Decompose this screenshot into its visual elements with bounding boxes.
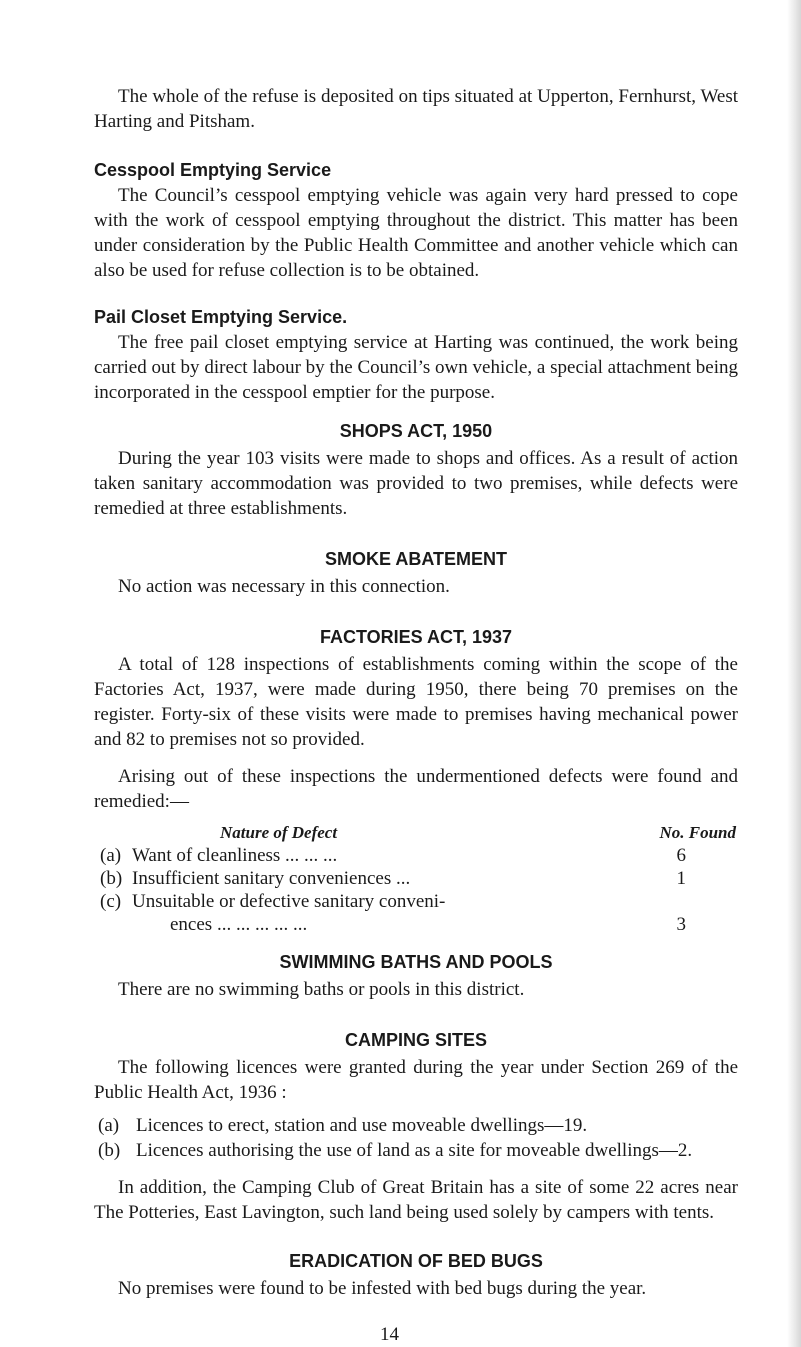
row-count: 6 (676, 845, 686, 866)
defects-col-found: No. Found (659, 823, 736, 842)
camping-paragraph-2: In addition, the Camping Club of Great Britain has a site of some 22 acres near The Potteries, East Lavington, such land being used solely by campers with tents. (94, 1177, 738, 1223)
row-count: 1 (676, 868, 686, 889)
row-count (656, 890, 738, 913)
defects-table-header (94, 822, 738, 844)
table-row (94, 867, 738, 890)
row-text: Want of cleanliness ... ... ... (132, 845, 338, 866)
row-label (94, 913, 132, 936)
pail-heading: Pail Closet Emptying Service. (94, 307, 348, 327)
smoke-paragraph: No action was necessary in this connection. (118, 576, 450, 597)
camping-heading: CAMPING SITES (344, 1030, 487, 1050)
licence-item (94, 1113, 738, 1138)
pail-paragraph: The free pail closet emptying service at Harting was continued, the work being carried out by direct labour by the Council’s own vehicle, a special attachment being incorporated in the cesspool emptier for the purpose. (94, 332, 738, 403)
cesspool-paragraph: The Council’s cesspool emptying vehicle was again very hard pressed to cope with the work of cesspool emptying throughout the district. This matter has been under consideration by the Public Health Committee and another vehicle which can also be used for refuse collection is to be obtained. (94, 185, 738, 281)
swimming-paragraph: There are no swimming baths or pools in this district. (118, 979, 525, 1000)
defects-col-nature: Nature of Defect (220, 823, 338, 842)
factories-paragraph-2: Arising out of these inspections the undermentioned defects were found and remedied:— (94, 766, 738, 812)
licence-label: (a) (98, 1115, 120, 1136)
page-edge-shadow (787, 0, 801, 1347)
table-row (94, 913, 738, 936)
licence-text: Licences authorising the use of land as a site for moveable dwellings—2. (136, 1140, 693, 1161)
row-label: (a) (100, 845, 122, 866)
shops-paragraph: During the year 103 visits were made to shops and offices. As a result of action taken sanitary accommodation was provided to two premises, while defects were remedied at three establishments. (94, 448, 738, 519)
row-label: (b) (100, 868, 123, 889)
bedbugs-paragraph: No premises were found to be infested with bed bugs during the year. (118, 1278, 647, 1299)
defects-table (94, 822, 738, 936)
shops-heading: SHOPS ACT, 1950 (339, 421, 493, 441)
factories-paragraph: A total of 128 inspections of establishments coming within the scope of the Factories Act, 1937, were made during 1950, there being 70 premises on the register. Forty-six of these visits were made to premises having mechanical power and 82 to premises not so provided. (94, 654, 738, 750)
bedbugs-heading: ERADICATION OF BED BUGS (289, 1251, 543, 1271)
licence-label: (b) (98, 1140, 121, 1161)
row-text: ences ... ... ... ... ... (170, 914, 308, 935)
camping-paragraph: The following licences were granted during the year under Section 269 of the Public Health Act, 1936 : (94, 1057, 738, 1103)
cesspool-heading: Cesspool Emptying Service (94, 160, 332, 180)
swimming-heading: SWIMMING BATHS AND POOLS (279, 952, 553, 972)
factories-heading: FACTORIES ACT, 1937 (319, 627, 513, 647)
page-number: 14 (380, 1324, 399, 1345)
licence-item (94, 1138, 738, 1163)
document-page (94, 84, 738, 1301)
row-text: Unsuitable or defective sanitary conveni- (132, 891, 446, 912)
table-row (94, 890, 738, 913)
smoke-heading: SMOKE ABATEMENT (325, 549, 507, 569)
row-text: Insufficient sanitary conveniences ... (132, 868, 411, 889)
row-label: (c) (100, 891, 122, 912)
row-count: 3 (676, 914, 686, 935)
table-row (94, 844, 738, 867)
intro-paragraph: The whole of the refuse is deposited on tips situated at Upperton, Fernhurst, West Harting and Pitsham. (94, 86, 738, 132)
licence-text: Licences to erect, station and use moveable dwellings—19. (136, 1115, 588, 1136)
